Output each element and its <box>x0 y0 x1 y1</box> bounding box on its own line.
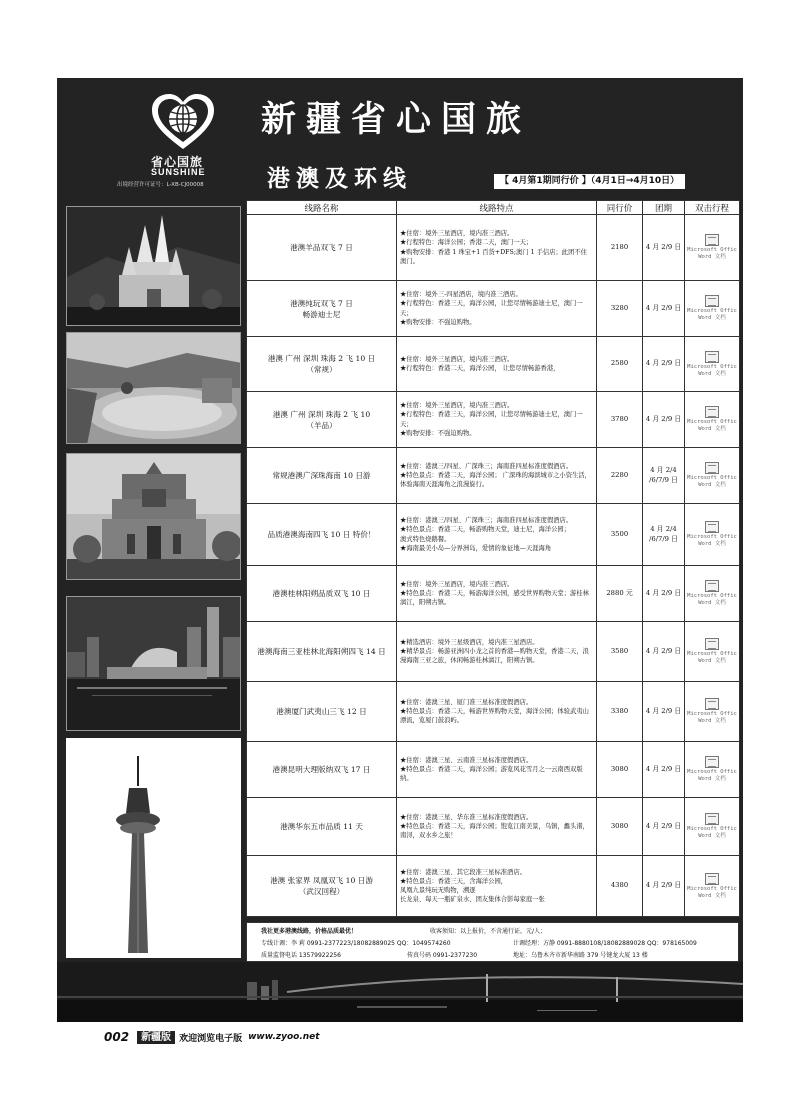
feature-line: ★特色景点：香港二天，海洋公园； 广深珠的海滨城市之小资生活，体验海南天涯海角之浪漫旋行。 <box>400 471 591 489</box>
itinerary-document-link[interactable] <box>685 682 740 742</box>
route-name-cell <box>247 742 397 798</box>
departure-date: 4 月 2/9 日 <box>645 881 682 890</box>
word-document-icon[interactable] <box>705 295 719 307</box>
departure-dates-cell <box>643 215 685 281</box>
feature-line: ★特色景点：香港三天，含海洋公园， <box>400 877 508 885</box>
route-features-cell <box>397 622 597 682</box>
word-document-icon[interactable] <box>705 462 719 474</box>
feature-line: ★购物安排：不强迫购物。 <box>400 318 476 326</box>
word-document-icon[interactable] <box>705 698 719 710</box>
price-cell: 2280 <box>597 448 643 504</box>
departure-dates-cell <box>643 622 685 682</box>
feature-line: ★住宿：港澳三星、厦门准三星标准度假酒店。 <box>400 698 533 706</box>
feature-line: ★住宿：境外三星酒店，境内准三酒店。 <box>400 230 514 238</box>
table-row <box>247 392 740 448</box>
feature-line: ★购物安排：香港 1 珠宝+1 百货+DFS;澳门 1 手信店；此团不住澳门。 <box>400 248 587 265</box>
route-features-cell <box>397 281 597 337</box>
price-cell: 4380 <box>597 856 643 917</box>
document-label: Word 文档 <box>698 254 726 260</box>
document-label: Word 文档 <box>698 315 726 321</box>
word-document-icon[interactable] <box>705 351 719 363</box>
departure-date: 4 月 2/9 日 <box>645 821 682 830</box>
document-label: Word 文档 <box>698 370 726 377</box>
column-header-price: 同行价 <box>597 201 643 215</box>
departure-date: 4 月 2/9 日 <box>645 359 682 368</box>
heart-globe-logo <box>149 92 217 152</box>
word-document-icon[interactable] <box>705 638 719 650</box>
document-label: Word 文档 <box>698 892 726 899</box>
table-header-row <box>247 201 740 215</box>
disneyland-castle-photo <box>66 206 241 326</box>
itinerary-document-link[interactable] <box>685 504 740 566</box>
word-document-icon[interactable] <box>705 580 719 592</box>
price-cell: 3500 <box>597 504 643 566</box>
complaint-phone: 质量监督电话 13579922256 <box>261 952 341 959</box>
departure-dates-cell <box>643 281 685 337</box>
document-label: Microsoft Offic <box>687 651 737 658</box>
document-label: Microsoft Offic <box>687 593 737 600</box>
document-label: Microsoft Offic <box>687 247 737 254</box>
route-features-cell <box>397 392 597 448</box>
route-features-cell <box>397 742 597 798</box>
itinerary-document-link[interactable] <box>685 215 740 281</box>
fax-number: 传真号码 0991-2377230 <box>407 952 478 959</box>
logo-name: 省心国旅 <box>151 155 204 169</box>
website-link[interactable]: www.zyoo.net <box>248 1032 320 1042</box>
route-name: 港澳 张家界 凤凰双飞 10 日游 <box>270 876 373 885</box>
itinerary-document-link[interactable] <box>685 856 740 917</box>
route-name: （羊品） <box>306 420 337 430</box>
feature-line: ★特色景点：香港二天，海洋公园；游览风花雪月之一云南西双版纳。 <box>400 765 583 783</box>
feature-line: ★特色景点：香港二天，畅游世界购物天堂，海洋公园；体验武夷山漂流，览厦门鼓浪屿。 <box>400 707 589 725</box>
table-row <box>247 448 740 504</box>
feature-line: ★住宿：境外三-四星酒店，境内准三酒店。 <box>400 291 522 299</box>
word-document-icon[interactable] <box>705 873 719 885</box>
route-features-cell <box>397 215 597 281</box>
feature-line: ★行程特色：香港三天，海洋公园，让您尽情畅游迪士尼，澳门一天； <box>400 300 583 317</box>
page-footer <box>104 1030 320 1044</box>
table-row <box>247 504 740 566</box>
departure-dates-cell <box>643 856 685 917</box>
more-routes-note: 我社更多港澳线路，价格品质最优！ <box>261 928 358 935</box>
departure-dates-cell <box>643 682 685 742</box>
document-label: Microsoft Offic <box>687 534 737 541</box>
document-label: Word 文档 <box>698 718 726 724</box>
word-document-icon[interactable] <box>705 521 719 533</box>
document-label: Word 文档 <box>698 426 726 432</box>
column-header-route: 线路名称 <box>247 201 397 215</box>
departure-dates-cell <box>643 504 685 566</box>
itinerary-document-link[interactable] <box>685 742 740 798</box>
column-header-dates: 团期 <box>643 201 685 215</box>
route-name: 港澳纯玩双飞 7 日 <box>290 298 353 308</box>
feature-line: ★住宿：港澳三/四星、广深珠三；海南准四星标准度假酒店。 <box>400 462 573 470</box>
logo-english-name: SUNSHINE <box>151 167 206 177</box>
contact-line-2: 计调经理：方静 0991-8880108/18082889028 QQ：978165009 <box>513 940 697 947</box>
table-row <box>247 682 740 742</box>
route-name-cell <box>247 798 397 856</box>
departure-dates-cell <box>643 448 685 504</box>
route-name: 港澳厦门武夷山三飞 12 日 <box>276 707 367 716</box>
macau-tower-photo <box>66 738 241 958</box>
itinerary-document-link[interactable] <box>685 798 740 856</box>
itinerary-document-link[interactable] <box>685 392 740 448</box>
hong-kong-harbour-photo <box>66 596 241 731</box>
route-name-cell <box>247 566 397 622</box>
price-cell: 2580 <box>597 337 643 392</box>
word-document-icon[interactable] <box>705 234 719 246</box>
departure-date: 4 月 2/9 日 <box>645 414 682 423</box>
document-label: Word 文档 <box>698 833 726 839</box>
departure-date: 4 月 2/9 日 <box>645 588 682 597</box>
table-row <box>247 215 740 281</box>
departure-date: 4 月 2/9 日 <box>645 764 682 773</box>
table-row <box>247 798 740 856</box>
document-label: Microsoft Offic <box>687 363 737 370</box>
feature-line: ★行程特色：香港二天，海洋公园， 让您尽情畅游香港， <box>400 365 560 372</box>
ocean-park-photo <box>66 332 241 444</box>
brand-title: 新疆省心国旅 <box>261 99 532 140</box>
price-cell: 3080 <box>597 742 643 798</box>
contact-info-box <box>246 922 739 962</box>
route-name: （武汉回程） <box>298 887 345 896</box>
route-name: （常规） <box>306 365 337 374</box>
word-document-icon[interactable] <box>705 813 719 825</box>
route-features-cell <box>397 566 597 622</box>
feature-line: ★特色景点：香港二天，畅游海洋公园，感受世界购物天堂；游桂林漓江，阳朔古镇。 <box>400 589 589 607</box>
route-name: 港澳昆明大理版纳双飞 17 日 <box>272 765 371 774</box>
document-label: Microsoft Offic <box>687 711 737 718</box>
table-row <box>247 742 740 798</box>
license-number: 出境经营许可证号：L-XB-CJ00008 <box>117 182 204 188</box>
route-name-cell <box>247 622 397 682</box>
itinerary-document-link[interactable] <box>685 448 740 504</box>
itinerary-document-link[interactable] <box>685 337 740 392</box>
departure-date: 4 月 2/4 <box>650 524 677 533</box>
feature-line: ★特色景点：香港二天，畅游购物天堂，迪士尼，海洋公园； <box>400 526 571 534</box>
price-cell: 2180 <box>597 215 643 281</box>
route-name-cell <box>247 504 397 566</box>
route-features-cell <box>397 504 597 566</box>
route-name-cell <box>247 682 397 742</box>
word-document-icon[interactable] <box>705 406 719 418</box>
document-label: Word 文档 <box>698 541 726 547</box>
document-label: Microsoft Offic <box>687 475 737 482</box>
feature-line: ★特色景点：香港二天，海洋公园；饱览江南美景，乌镇，蠡头渚，南浔，双水乡之旅！ <box>400 822 589 840</box>
table-row <box>247 566 740 622</box>
column-header-itinerary: 双击行程 <box>685 201 740 215</box>
feature-line: ★住宿：境外三星酒店，境内准三酒店。 <box>400 402 514 410</box>
departure-date: 4 月 2/4 <box>650 465 677 474</box>
departure-date: /6/7/9 日 <box>649 475 678 484</box>
departure-dates-cell <box>643 798 685 856</box>
route-name-cell <box>247 337 397 392</box>
route-name-cell <box>247 448 397 504</box>
departure-dates-cell <box>643 392 685 448</box>
route-name-cell <box>247 281 397 337</box>
departure-date: 4 月 2/9 日 <box>645 303 682 312</box>
document-label: Word 文档 <box>698 776 726 782</box>
feature-line: 凤凰九景纯玩无购物，溯逐 <box>400 887 476 894</box>
table-row <box>247 856 740 917</box>
document-label: Word 文档 <box>698 658 726 664</box>
fee-note: 收客须知：以上报价，不含通行证，元/人； <box>430 928 547 935</box>
route-name-cell <box>247 856 397 917</box>
price-cell: 3780 <box>597 392 643 448</box>
price-cell: 2880 元 <box>597 566 643 622</box>
departure-date: 4 月 2/9 日 <box>645 646 682 655</box>
feature-line: ★住宿：港澳三星、云南准三星标准度假酒店。 <box>400 756 533 764</box>
departure-dates-cell <box>643 742 685 798</box>
advertisement-panel <box>57 78 743 1022</box>
route-name: 港澳华东五市品质 11 天 <box>280 822 363 831</box>
route-table-body <box>247 215 740 917</box>
itinerary-document-link[interactable] <box>685 622 740 682</box>
price-cell: 3380 <box>597 682 643 742</box>
route-features-cell <box>397 337 597 392</box>
route-name: 港澳桂林阳朔品质双飞 10 日 <box>272 589 371 598</box>
feature-line: ★住宿：港澳三/四星、广深珠三；海南准四星标准度假酒店。 <box>400 517 573 525</box>
feature-line: ★购物安排：不强迫购物。 <box>400 429 476 437</box>
route-name: 品质港澳海南四飞 10 日 特价！ <box>267 530 376 539</box>
itinerary-document-link[interactable] <box>685 281 740 337</box>
feature-line: ★行程特色：海洋公园；香港二天，澳门一天； <box>400 239 533 247</box>
feature-line: ★住宿：港澳三星、其它段准三星标准酒店。 <box>400 868 526 876</box>
itinerary-document-link[interactable] <box>685 566 740 622</box>
route-name: 常规港澳广深珠海南 10 日游 <box>272 471 371 480</box>
st-paul-ruins-photo <box>66 453 241 580</box>
route-name: 港澳 广州 深圳 珠海 2 飞 10 日 <box>267 354 376 363</box>
document-label: Microsoft Offic <box>687 308 737 315</box>
document-label: Microsoft Offic <box>687 769 737 776</box>
route-features-cell <box>397 682 597 742</box>
table-row <box>247 281 740 337</box>
word-document-icon[interactable] <box>705 756 719 768</box>
document-label: Microsoft Offic <box>687 826 737 833</box>
page-number: 002 <box>104 1030 130 1044</box>
feature-line: ★行程特色：香港三天，海洋公园，让您尽情畅游迪士尼，澳门一天； <box>400 411 583 428</box>
departure-date: 4 月 2/9 日 <box>645 706 682 715</box>
route-table <box>246 200 739 917</box>
price-cell: 3080 <box>597 798 643 856</box>
route-name: 港澳羊品双飞 7 日 <box>290 243 353 252</box>
departure-date: /6/7/9 日 <box>649 534 678 543</box>
departure-dates-cell <box>643 337 685 392</box>
price-cell: 3580 <box>597 622 643 682</box>
price-period-badge: 【 4月第1期同行价 】（4月1日→4月10日） <box>494 174 685 189</box>
route-name-cell <box>247 215 397 281</box>
table-row <box>247 622 740 682</box>
feature-line: ★住宿：境外三星酒店，境内准三酒店。 <box>400 580 514 588</box>
document-label: Word 文档 <box>698 600 726 606</box>
route-subtitle: 港澳及环线 <box>267 165 412 192</box>
edition-badge: 新疆版 <box>137 1031 175 1044</box>
feature-line: ★精华景点：畅游亚洲四小龙之首的香港—购物天堂，香港二天，浪漫海南三亚之旅，休闲畅游桂林漓江，阳朔古镇。 <box>400 647 589 665</box>
document-label: Word 文档 <box>698 482 726 488</box>
route-features-cell <box>397 448 597 504</box>
table-row <box>247 337 740 392</box>
price-cell: 3280 <box>597 281 643 337</box>
document-label: Microsoft Offic <box>687 885 737 892</box>
route-name: 港澳海南三亚桂林北海阳朔四飞 14 日 <box>257 647 386 656</box>
route-name-cell <box>247 392 397 448</box>
route-features-cell <box>397 856 597 917</box>
feature-line: 长龙泉、每天一瓶矿泉水、团友集体合影每家庭一张 <box>400 896 545 904</box>
route-name: 畅游迪士尼 <box>302 309 341 319</box>
office-address: 地址：乌鲁木齐市新华南路 379 号键龙大厦 13 楼 <box>513 952 648 959</box>
departure-date: 4 月 2/9 日 <box>645 242 682 251</box>
night-bridge-photo <box>57 962 743 1022</box>
route-features-cell <box>397 798 597 856</box>
feature-line: ★住宿：境外三星酒店，境内准三酒店。 <box>400 355 514 363</box>
logo-block <box>57 78 247 200</box>
column-header-features: 线路特点 <box>397 201 597 215</box>
departure-dates-cell <box>643 566 685 622</box>
feature-line: ★海南最美小岛—分界洲岛，爱情的象征地—天涯海角 <box>400 544 552 552</box>
contact-line-1: 专线计调：李 莉 0991-2377223/18082889025 QQ：1049574260 <box>261 940 451 947</box>
document-label: Microsoft Offic <box>687 419 737 426</box>
feature-line: ★精选酒店：境外三星级酒店，境内准三星酒店。 <box>400 638 539 646</box>
welcome-text: 欢迎浏览电子版 <box>179 1033 243 1044</box>
route-name: 港澳 广州 深圳 珠海 2 飞 10 <box>272 409 371 419</box>
feature-line: ★住宿：港澳三星、华东准三星标准度假酒店。 <box>400 813 533 821</box>
feature-line: 澳式特色烧鹅餐。 <box>400 535 451 543</box>
